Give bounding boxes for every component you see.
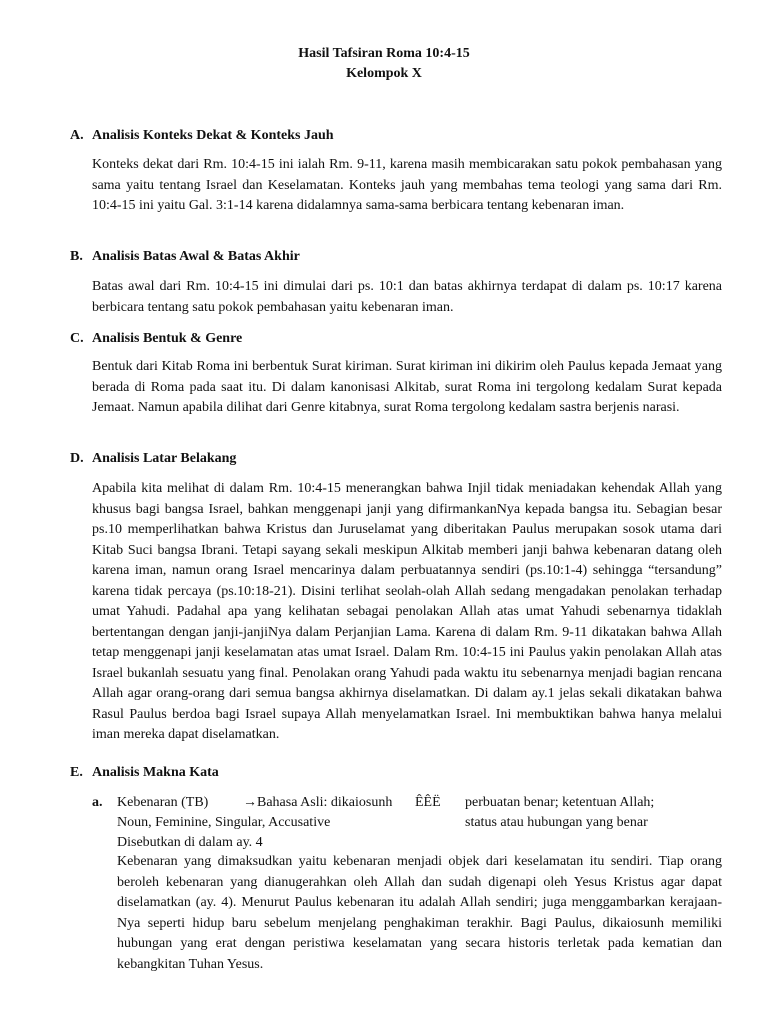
word-explanation: Kebenaran yang dimaksudkan yaitu kebenaran menjadi objek dari keselamatan itu sendiri. Tiap orang beroleh kebenaran yang dianugerahkan oleh Allah dan sudah digenapi oleh Yesus Kristus agar dapat diselamatkan (ay. 4). Menurut Paulus kebenaran itu adalah Allah sendiri; juga menggambarkan kerajaan-Nya seperti hidup baru sebelum menjelang penghakiman terakhir. Bagi Paulus, dikaiosunh memiliki hubungan yang erat dengan peristiwa keselamatan yang secara historis terletak pada kematian dan kebangkitan Tuhan Yesus. [117,854,722,972]
section-letter: B. [70,249,83,264]
word-meaning-1: perbuatan benar; ketentuan Allah; [465,795,655,810]
section-heading-c [70,329,242,349]
section-body-d: Apabila kita melihat di dalam Rm. 10:4-15 menerangkan bahwa Injil tidak meniadakan kehendak Allah yang khusus bagi bangsa Israel, bahkan menggenapi janji yang difirmankanNya kepada bangsa itu. Sebagian besar ps.10 memperlihatkan bahwa Kristus dan Juruselamat yang diberitakan Paulus merupakan sosok utama dari Kitab Suci bangsa Ibrani. Tetapi sayang sekali meskipun Alkitab memberi janji bahwa kebenaran datang oleh karena iman, namun orang Israel mencarinya dalam perbuatannya sendiri (ps.10:1-4) sehingga “tersandung” karena tidak percaya (ps.10:18-21). Disini terlihat seolah-olah Allah sedang mengadakan penolakan terhadap umat Yahudi. Padahal apa yang kelihatan sebagai penolakan Allah atas umat Yahudi sebenarnya tidaklah bertentangan dengan janji-janjiNya dalam Perjanjian Lama. Karena di dalam Rm. 9-11 dikatakan bahwa Allah tetap menggenapi janji keselamatan atas umat Israel. Dalam Rm. 10:4-15 ini Paulus yakin penolakan Allah atas Israel bukanlah sesuatu yang final. Penolakan orang Yahudi pada waktu itu sebenarnya menjadi bagian rencana Allah agar orang-orang dari semua bangsa akhirnya diselamatkan. Di dalam ay.1 jelas sekali dikatakan bahwa Rasul Paulus berdoa bagi Israel supaya Allah menyelamatkan Israel. Ini membuktikan bahwa hanya melalui iman mereka dapat diselamatkan. [92,481,722,742]
word-item-letter: a. [92,795,103,810]
section-body-c: Bentuk dari Kitab Roma ini berbentuk Surat kiriman. Surat kiriman ini dikirim oleh Paulus kepada Jemaat yang berada di Roma pada saat itu. Di dalam kanonisasi Alkitab, surat Roma ini tergolong kedalam Surat kepada Jemaat. Namun apabila dilihat dari Genre kitabnya, surat Roma tergolong kedalam sastra berjenis narasi. [92,359,722,415]
section-heading-d [70,449,236,469]
word-meaning-2: status atau hubungan yang benar [465,815,648,830]
section-heading-a [70,126,334,146]
section-heading-e [70,763,219,783]
document-title: Hasil Tafsiran Roma 10:4-15 [298,46,470,61]
section-heading-b [70,247,300,267]
section-letter: D. [70,451,84,466]
section-title: Analisis Batas Awal & Batas Akhir [92,249,300,264]
section-title: Analisis Makna Kata [92,765,219,780]
section-letter: A. [70,128,84,143]
section-title: Analisis Bentuk & Genre [92,331,243,346]
greek-glyphs: ÊÊË [415,795,441,810]
document-subtitle: Kelompok X [346,66,422,81]
section-letter: E. [70,765,83,780]
word-term: Kebenaran (TB) [117,795,209,810]
section-body-b: Batas awal dari Rm. 10:4-15 ini dimulai dari ps. 10:1 dan batas akhirnya terdapat di dalam ps. 10:17 karena berbicara tentang satu pokok pembahasan yaitu kebenaran iman. [92,279,722,315]
section-title: Analisis Latar Belakang [92,451,237,466]
word-grammar: Noun, Feminine, Singular, Accusative [117,815,331,830]
word-original-language: →Bahasa Asli: dikaiosunh [243,795,393,810]
word-reference: Disebutkan di dalam ay. 4 [117,835,263,850]
section-body-a: Konteks dekat dari Rm. 10:4-15 ini ialah Rm. 9-11, karena masih membicarakan satu pokok pembahasan yang sama yaitu tentang Israel dan Keselamatan. Konteks jauh yang membahas tema teologi yang sama dari Rm. 10:4-15 ini yaitu Gal. 3:1-14 karena didalamnya sama-sama berbicara tentang kebenaran iman. [92,157,722,213]
section-title: Analisis Konteks Dekat & Konteks Jauh [92,128,334,143]
section-letter: C. [70,331,84,346]
